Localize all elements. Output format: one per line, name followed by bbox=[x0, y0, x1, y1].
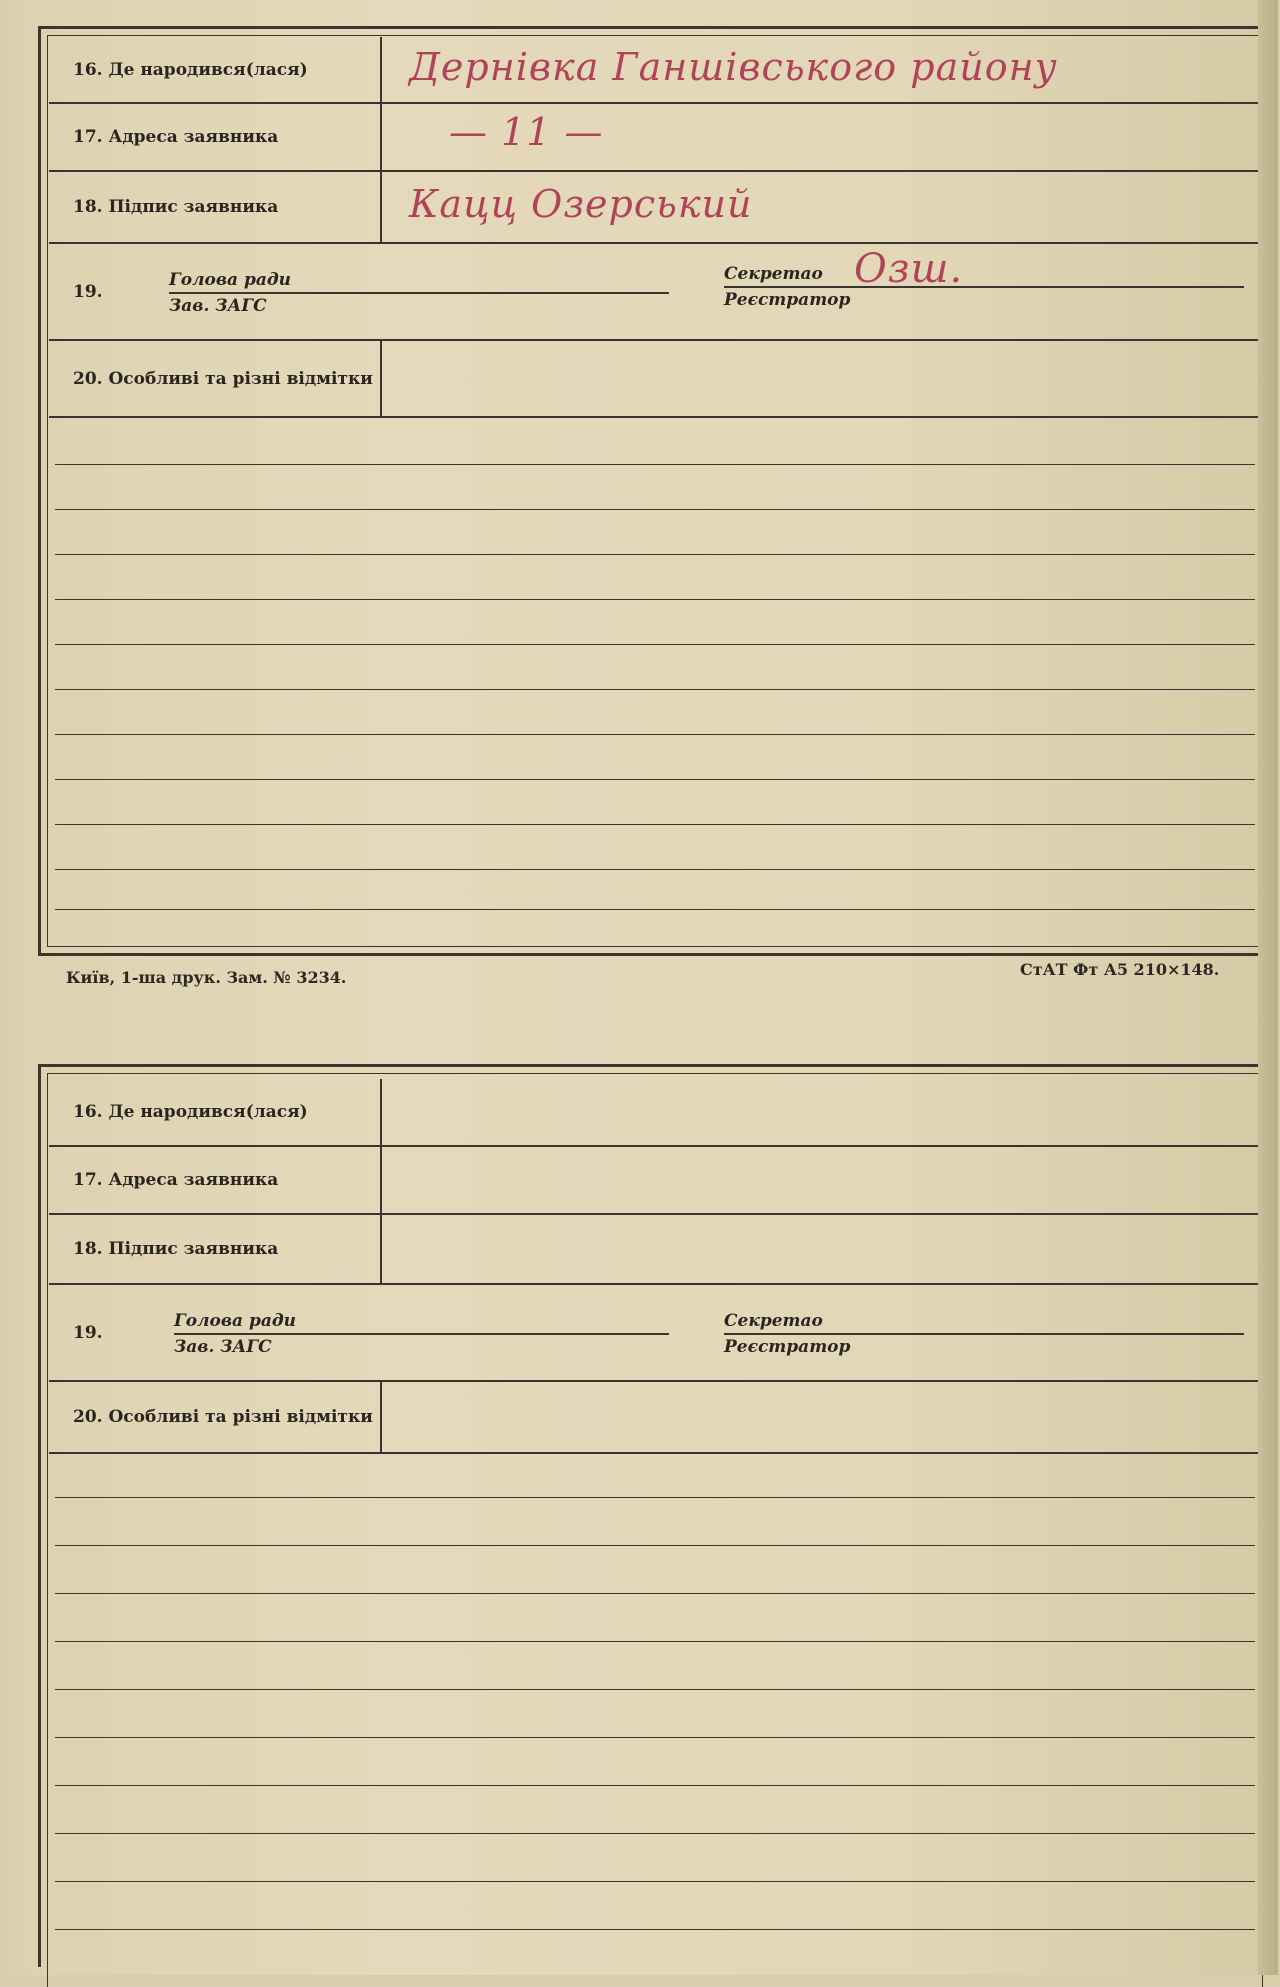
row-applicant-signature bbox=[49, 172, 1261, 244]
note-line bbox=[55, 869, 1255, 870]
label-row19: 19. bbox=[73, 281, 103, 302]
label-birthplace: 16. Де народився(лася) bbox=[57, 37, 382, 102]
print-info-left: Київ, 1-ша друк. Зам. № 3234. bbox=[66, 968, 347, 987]
official-secretary-label: Секретао bbox=[724, 1309, 1244, 1335]
note-line bbox=[55, 824, 1255, 825]
note-line bbox=[55, 689, 1255, 690]
note-line bbox=[55, 644, 1255, 645]
note-line bbox=[55, 554, 1255, 555]
book-spine bbox=[1258, 0, 1278, 1975]
note-line bbox=[55, 1593, 1255, 1594]
official-right bbox=[724, 1309, 1244, 1359]
note-line bbox=[55, 779, 1255, 780]
official-right bbox=[724, 262, 1244, 312]
official-left bbox=[174, 1309, 669, 1359]
note-line bbox=[55, 1689, 1255, 1690]
value-birthplace: Дернівка Ганшівського району bbox=[409, 45, 1058, 89]
official-chair-label: Голова ради bbox=[169, 268, 669, 294]
note-line bbox=[55, 909, 1255, 910]
note-line bbox=[55, 1785, 1255, 1786]
official-zags-label: Зав. ЗАГС bbox=[169, 296, 267, 316]
label-birthplace: 16. Де народився(лася) bbox=[57, 1079, 382, 1145]
note-line bbox=[55, 1833, 1255, 1834]
label-applicant-address: 17. Адреса заявника bbox=[57, 1147, 382, 1213]
official-registrar-label: Реєстратор bbox=[724, 1337, 851, 1357]
row-officials bbox=[49, 1285, 1261, 1382]
note-line bbox=[55, 509, 1255, 510]
row-applicant-address bbox=[49, 1147, 1261, 1215]
row-applicant-address bbox=[49, 104, 1261, 172]
row-birthplace bbox=[49, 37, 1261, 104]
note-line bbox=[55, 1737, 1255, 1738]
note-line bbox=[55, 1881, 1255, 1882]
official-registrar-label: Реєстратор bbox=[724, 290, 851, 310]
label-applicant-address: 17. Адреса заявника bbox=[57, 104, 382, 170]
row-special-notes bbox=[49, 341, 1261, 418]
registrar-signature: Озш. bbox=[854, 246, 964, 292]
official-chair-label: Голова ради bbox=[174, 1309, 669, 1335]
label-applicant-signature: 18. Підпис заявника bbox=[57, 1215, 382, 1283]
label-special-notes: 20. Особливі та різні відмітки bbox=[57, 341, 382, 416]
official-secretary-label: Секретао bbox=[724, 262, 1244, 288]
row-applicant-signature bbox=[49, 1215, 1261, 1285]
value-applicant-address: — 11 — bbox=[449, 110, 604, 154]
row-officials bbox=[49, 244, 1261, 341]
note-line bbox=[55, 1641, 1255, 1642]
official-left bbox=[169, 268, 669, 318]
note-line bbox=[55, 1545, 1255, 1546]
note-line bbox=[55, 1929, 1255, 1930]
document-page bbox=[8, 0, 1278, 1975]
label-applicant-signature: 18. Підпис заявника bbox=[57, 172, 382, 242]
row-special-notes bbox=[49, 1382, 1261, 1454]
row-birthplace bbox=[49, 1079, 1261, 1147]
note-line bbox=[55, 464, 1255, 465]
record-card-top bbox=[38, 26, 1271, 956]
label-special-notes: 20. Особливі та різні відмітки bbox=[57, 1382, 382, 1452]
print-info-right: СтАТ Фт А5 210×148. bbox=[1020, 960, 1220, 979]
note-line bbox=[55, 599, 1255, 600]
label-row19: 19. bbox=[73, 1322, 103, 1343]
official-zags-label: Зав. ЗАГС bbox=[174, 1337, 272, 1357]
note-line bbox=[55, 1497, 1255, 1498]
record-card-bottom bbox=[38, 1064, 1271, 1967]
note-line bbox=[55, 734, 1255, 735]
value-applicant-signature: Кацц Озерський bbox=[409, 182, 753, 226]
